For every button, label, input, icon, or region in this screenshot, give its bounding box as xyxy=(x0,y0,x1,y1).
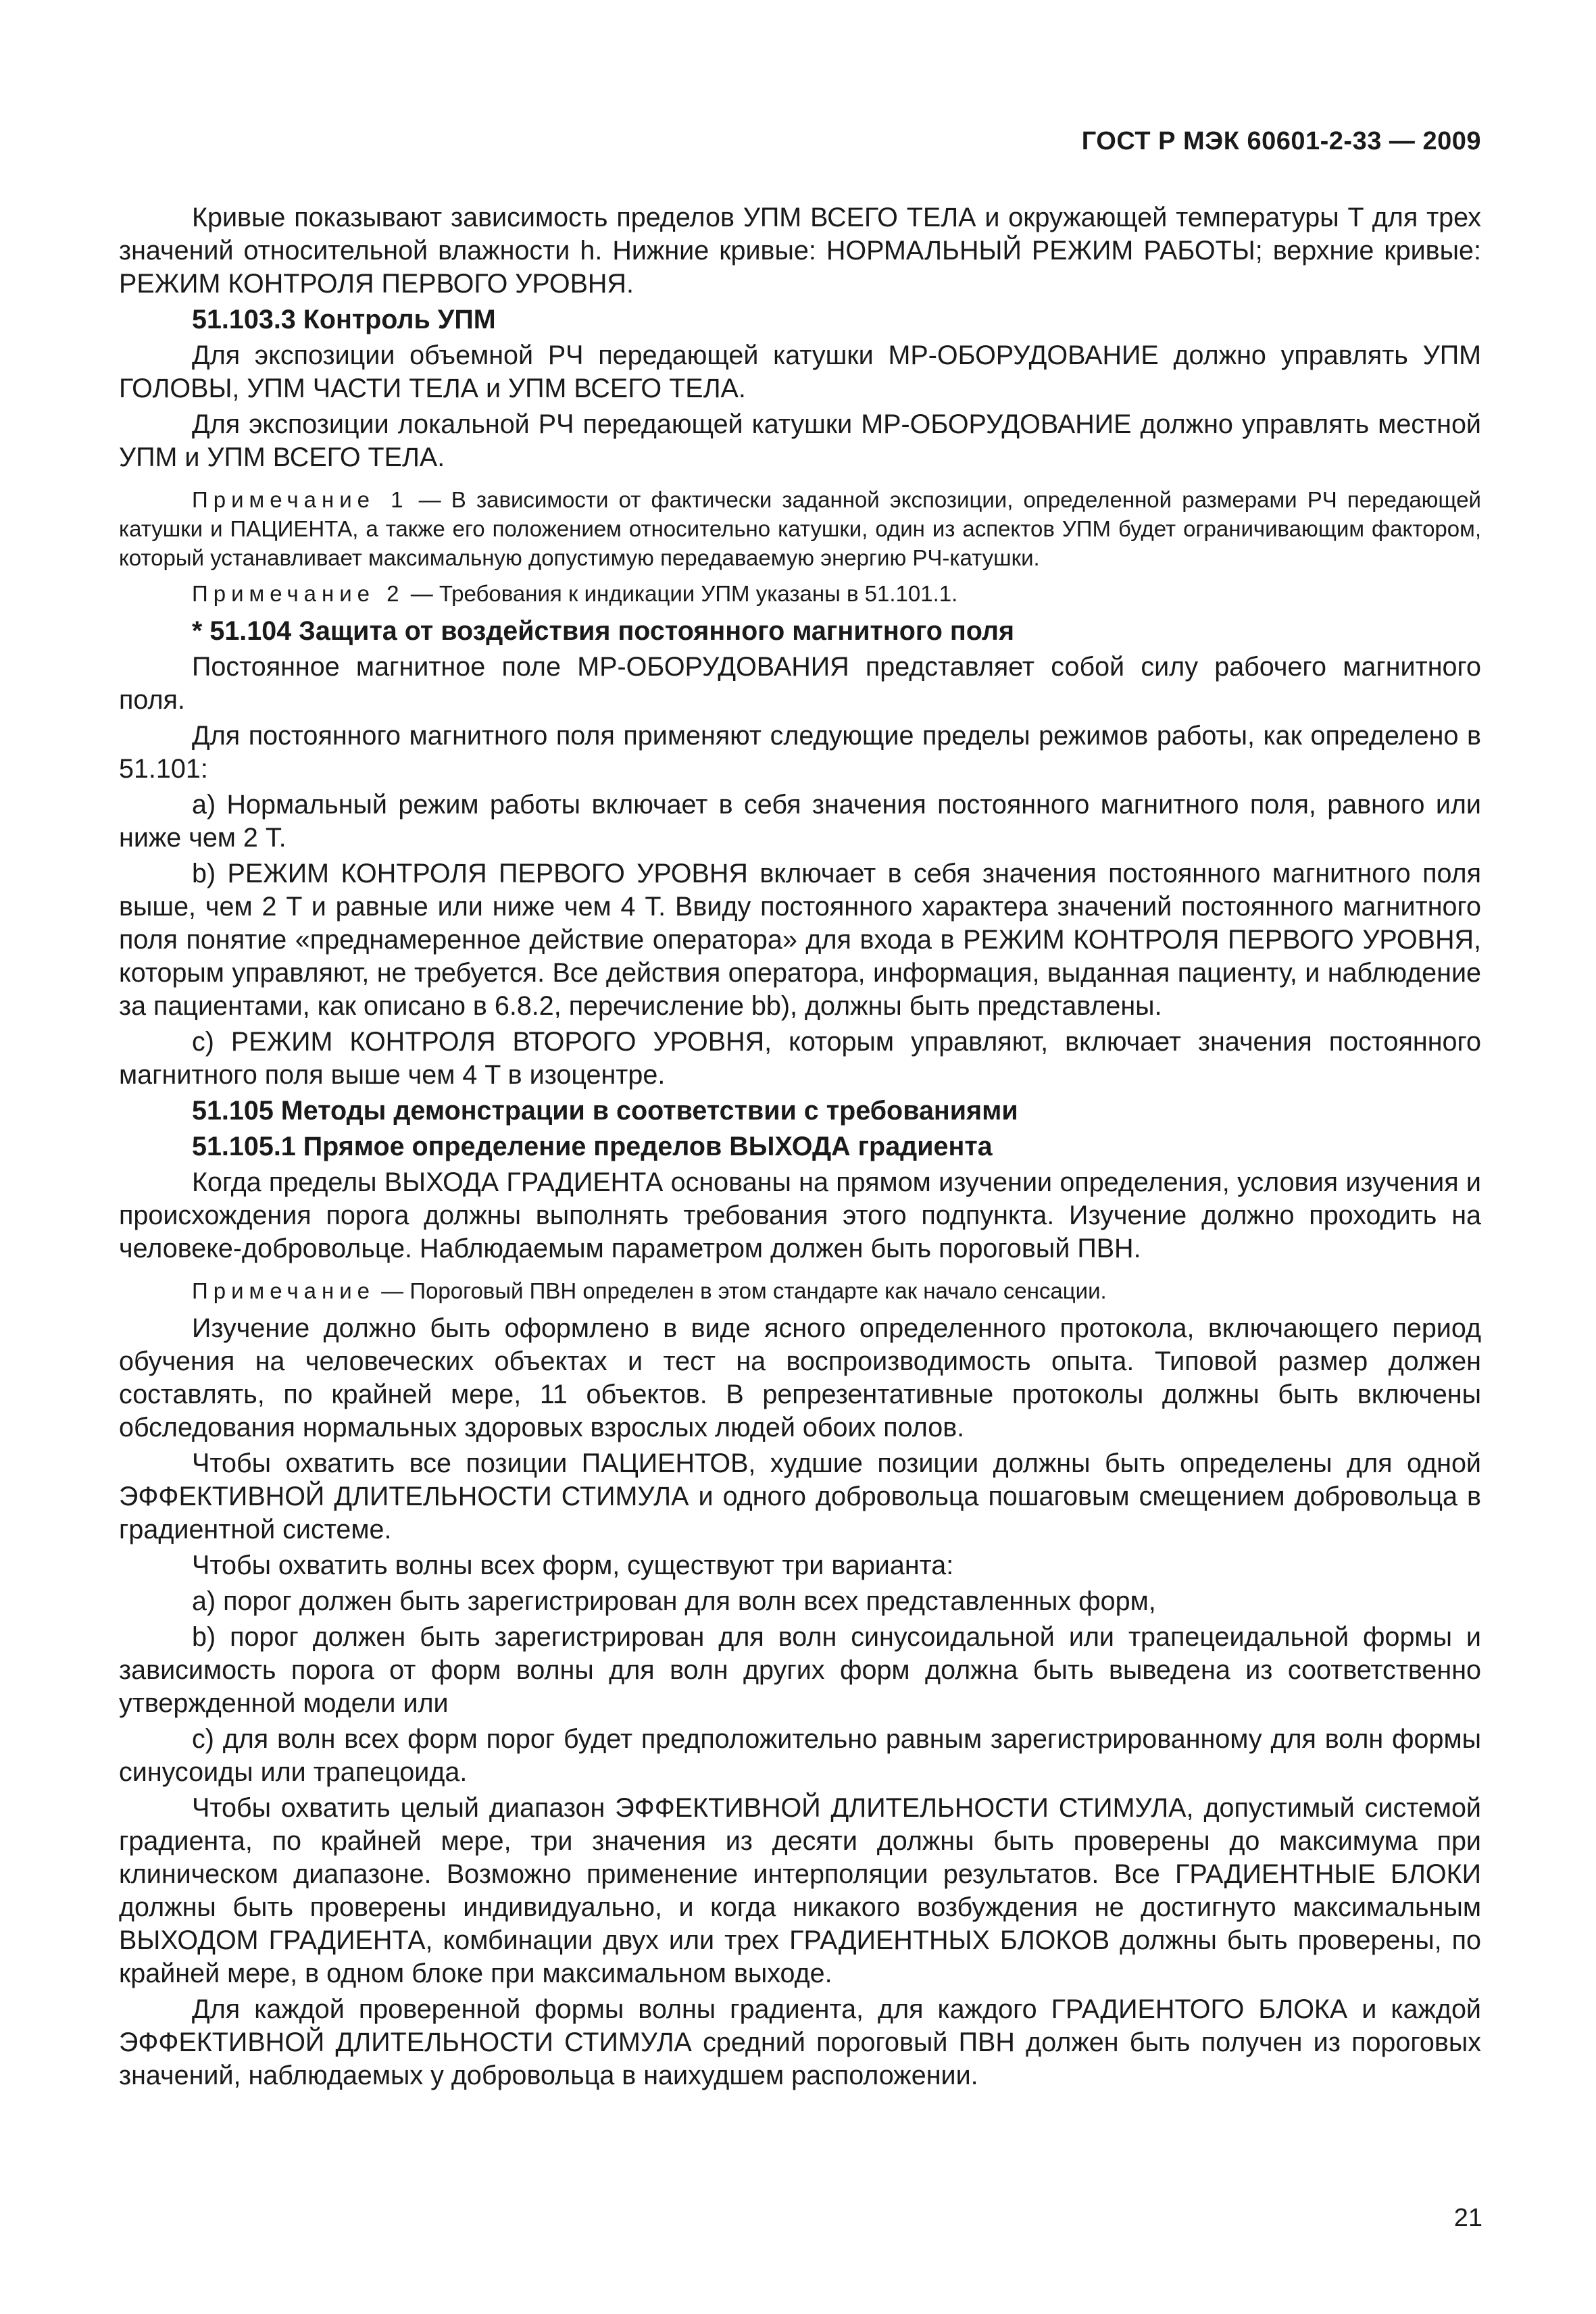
paragraph: Кривые показывают зависимость пределов УПМ ВСЕГО ТЕЛА и окружающей температуры T для трех значений относительной влажности h. Нижние кривые: НОРМАЛЬНЫЙ РЕЖИМ РАБОТЫ; верхние кривые: РЕЖИМ КОНТРОЛЯ ПЕРВОГО УРОВНЯ. xyxy=(119,203,1481,299)
section-heading: 51.105 Методы демонстрации в соответствии с требованиями xyxy=(192,1096,1018,1126)
paragraph: Чтобы охватить все позиции ПАЦИЕНТОВ, худшие позиции должны быть определены для одной ЭФФЕКТИВНОЙ ДЛИТЕЛЬНОСТИ СТИМУЛА и одного добровольца пошаговым смещением добровольца в градиентной системе. xyxy=(119,1449,1481,1544)
list-item: b) порог должен быть зарегистрирован для волн синусоидальной или трапецеидальной формы и зависимость порога от форм волны для волн других форм должна быть выведена из соответственно утвержденной модели или xyxy=(119,1622,1481,1718)
note-label: Примечание 1 xyxy=(192,487,409,512)
page-body xyxy=(119,201,1481,2095)
note xyxy=(119,1276,1481,1305)
note-text: — В зависимости от фактически заданной экспозиции, определенной размерами РЧ передающей катушки и ПАЦИЕНТА, а также его положением относительно катушки, один из аспектов УПМ будет ограничивающим фактором, который устанавливает максимальную допустимую передаваемую энергию РЧ-катушки. xyxy=(119,487,1481,570)
paragraph: Изучение должно быть оформлено в виде ясного определенного протокола, включающего период обучения на человеческих объектах и тест на воспроизводимость опыта. Типовой размер должен составлять, по крайней мере, 11 объектов. В репрезентативные протоколы должны быть включены обследования нормальных здоровых взрослых людей обоих полов. xyxy=(119,1313,1481,1442)
list-item: b) РЕЖИМ КОНТРОЛЯ ПЕРВОГО УРОВНЯ включает в себя значения постоянного магнитного поля выше, чем 2 T и равные или ниже чем 4 T. Ввиду постоянного характера значений постоянного магнитного поля понятие «преднамеренное действие оператора» для входа в РЕЖИМ КОНТРОЛЯ ПЕРВОГО УРОВНЯ, которым управляют, не требуется. Все действия оператора, информация, выданная пациенту, и наблюдение за пациентами, как описано в 6.8.2, перечисление bb), должны быть представлены. xyxy=(119,859,1481,1021)
section-heading: 51.103.3 Контроль УПМ xyxy=(192,305,496,334)
page-number: 21 xyxy=(1453,2204,1482,2232)
list-item: a) Нормальный режим работы включает в себя значения постоянного магнитного поля, равного или ниже чем 2 T. xyxy=(119,790,1481,853)
note-label: Примечание 2 xyxy=(192,581,405,606)
paragraph: Чтобы охватить целый диапазон ЭФФЕКТИВНОЙ ДЛИТЕЛЬНОСТИ СТИМУЛА, допустимый системой градиента, по крайней мере, три значения из десяти должны быть проверены до максимума при клиническом диапазоне. Возможно применение интерполяции результатов. Все ГРАДИЕНТНЫЕ БЛОКИ должны быть проверены индивидуально, и когда никакого возбуждения не достигнуто максимальным ВЫХОДОМ ГРАДИЕНТА, комбинации двух или трех ГРАДИЕНТНЫХ БЛОКОВ должны быть проверены, по крайней мере, в одном блоке при максимальном выходе. xyxy=(119,1793,1481,1988)
paragraph: Когда пределы ВЫХОДА ГРАДИЕНТА основаны на прямом изучении определения, условия изучения и происхождения порога должны выполнять требования этого подпункта. Изучение должно проходить на человеке-добровольце. Наблюдаемым параметром должен быть пороговый ПВН. xyxy=(119,1167,1481,1263)
paragraph: Постоянное магнитное поле МР-ОБОРУДОВАНИЯ представляет собой силу рабочего магнитного поля. xyxy=(119,652,1481,715)
note-text: — Требования к индикации УПМ указаны в 51.101.1. xyxy=(404,581,958,606)
list-item: c) для волн всех форм порог будет предположительно равным зарегистрированному для волн формы синусоиды или трапецоида. xyxy=(119,1724,1481,1787)
note xyxy=(119,579,1481,608)
paragraph: Для постоянного магнитного поля применяют следующие пределы режимов работы, как определено в 51.101: xyxy=(119,721,1481,784)
paragraph: Чтобы охватить волны всех форм, существуют три варианта: xyxy=(192,1551,954,1580)
paragraph: Для экспозиции объемной РЧ передающей катушки МР-ОБОРУДОВАНИЕ должно управлять УПМ ГОЛОВЫ, УПМ ЧАСТИ ТЕЛА и УПМ ВСЕГО ТЕЛА. xyxy=(119,341,1481,403)
note-text: — Пороговый ПВН определен в этом стандарте как начало сенсации. xyxy=(375,1278,1107,1303)
note xyxy=(119,485,1481,572)
section-heading: * 51.104 Защита от воздействия постоянного магнитного поля xyxy=(192,616,1014,646)
paragraph: Для каждой проверенной формы волны градиента, для каждого ГРАДИЕНТОГО БЛОКА и каждой ЭФФЕКТИВНОЙ ДЛИТЕЛЬНОСТИ СТИМУЛА средний пороговый ПВН должен быть получен из пороговых значений, наблюдаемых у добровольца в наихудшем расположении. xyxy=(119,1994,1481,2090)
list-item: a) порог должен быть зарегистрирован для волн всех представленных форм, xyxy=(192,1586,1156,1616)
note-label: Примечание xyxy=(192,1278,376,1303)
section-heading: 51.105.1 Прямое определение пределов ВЫХОДА градиента xyxy=(192,1132,993,1161)
list-item: c) РЕЖИМ КОНТРОЛЯ ВТОРОГО УРОВНЯ, которым управляют, включает значения постоянного магнитного поля выше чем 4 T в изоцентре. xyxy=(119,1027,1481,1090)
paragraph: Для экспозиции локальной РЧ передающей катушки МР-ОБОРУДОВАНИЕ должно управлять местной УПМ и УПМ ВСЕГО ТЕЛА. xyxy=(119,409,1481,472)
document-header: ГОСТ Р МЭК 60601-2-33 — 2009 xyxy=(1081,127,1481,155)
